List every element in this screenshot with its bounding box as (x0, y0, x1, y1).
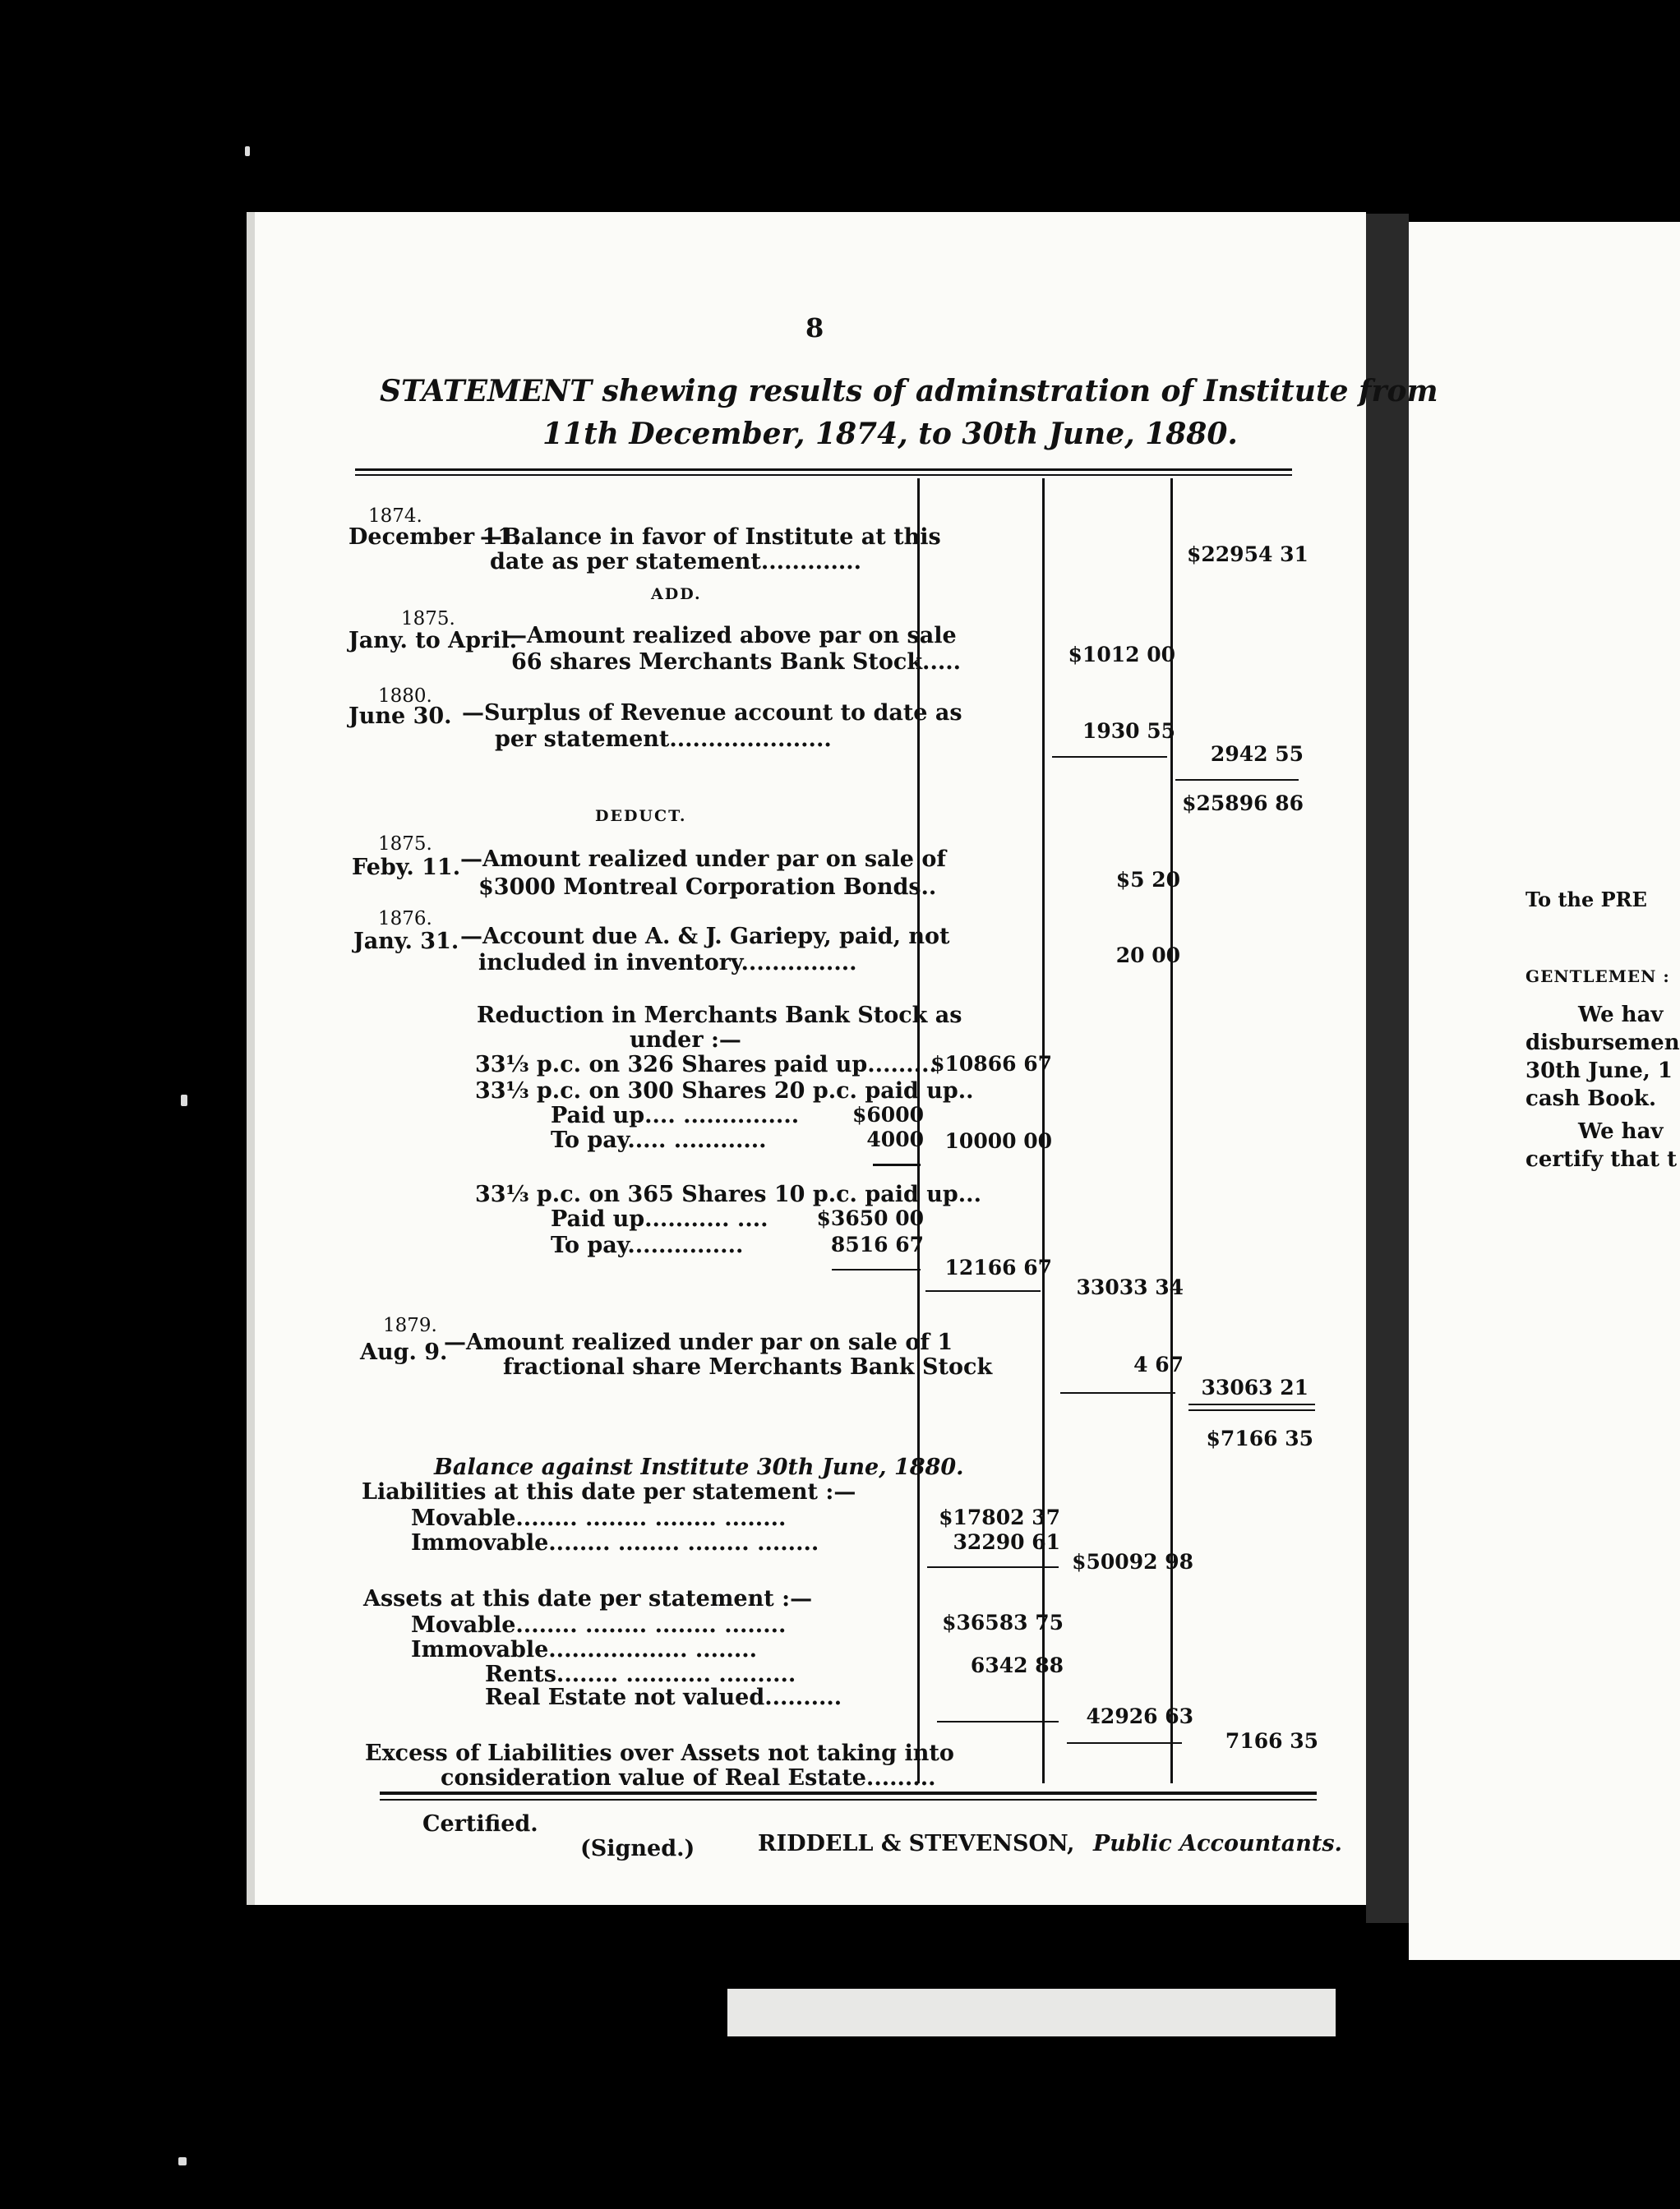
facing-line: cash Book. (1525, 1086, 1656, 1111)
amount: $6000 (852, 1103, 924, 1127)
amount: 4000 (866, 1128, 924, 1151)
sum-rule (1060, 1392, 1175, 1394)
reduction-line: 33⅓ p.c. on 300 Shares 20 p.c. paid up.. (475, 1078, 974, 1104)
entry-date: Jany. 31. (353, 929, 459, 954)
amount: $1012 00 (1068, 643, 1175, 666)
scan-speck (181, 1095, 187, 1106)
sum-rule (1188, 1409, 1315, 1411)
reduction-line: 33⅓ p.c. on 326 Shares paid up......... (475, 1052, 937, 1077)
entry-year: 1875. (401, 608, 455, 629)
amount: $3650 00 (816, 1206, 924, 1230)
sum-rule (1175, 779, 1299, 781)
amount: $36583 75 (942, 1611, 1064, 1635)
firm-name: RIDDELL & STEVENSON, (758, 1831, 1075, 1856)
entry-text: fractional share Merchants Bank Stock (503, 1354, 993, 1380)
amount: $5 20 (1115, 868, 1180, 892)
statement-title: STATEMENT shewing results of adminstration of Institute from (380, 374, 1438, 408)
assets-heading: Assets at this date per statement :— (363, 1586, 813, 1612)
excess-line: Excess of Liabilities over Assets not taking into (365, 1741, 954, 1766)
entry-text: 66 shares Merchants Bank Stock..... (511, 649, 962, 675)
entry-date: Aug. 9. (360, 1340, 448, 1365)
page-edge (247, 212, 255, 1905)
certified-label: Certified. (422, 1811, 538, 1837)
entry-year: 1874. (368, 505, 422, 527)
asset-line: Immovable.................. ........ (411, 1637, 758, 1663)
entry-date: Jany. to April. (348, 628, 518, 653)
entry-text: —Balance in favor of Institute at this (480, 524, 941, 550)
amount: $10866 67 (930, 1052, 1052, 1076)
entry-date: December 11. (348, 524, 521, 550)
entry-text: date as per statement............. (490, 549, 862, 574)
signed-label: (Signed.) (580, 1836, 695, 1861)
entry-year: 1875. (378, 833, 432, 855)
scan-speck (245, 146, 250, 156)
facing-line: certify that t (1525, 1147, 1678, 1172)
asset-line: Rents........ ........... .......... (485, 1662, 796, 1687)
liability-line: Movable........ ........ ........ ........ (411, 1506, 787, 1531)
amount: $50092 98 (1072, 1550, 1193, 1574)
underlying-page-strip (727, 1989, 1336, 2036)
footer-rule (380, 1799, 1317, 1801)
balance-heading: Balance against Institute 30th June, 1880. (434, 1455, 964, 1480)
entry-date: June 30. (348, 703, 452, 729)
statement-subtitle: 11th December, 1874, to 30th June, 1880. (542, 417, 1238, 451)
book-spine (1366, 214, 1409, 1923)
amount: 4 67 (1133, 1353, 1184, 1377)
amount: 1930 55 (1082, 719, 1175, 743)
entry-text: —Amount realized under par on sale of 1 (444, 1330, 953, 1355)
facing-salutation: GENTLEMEN : (1525, 966, 1670, 986)
entry-text: $3000 Montreal Corporation Bonds.. (478, 874, 937, 900)
entry-year: 1880. (378, 685, 432, 707)
deduct-label: DEDUCT. (595, 807, 687, 825)
liability-line: Immovable........ ........ ........ ........ (411, 1530, 819, 1556)
amount: 33063 21 (1201, 1376, 1308, 1400)
facing-line: 30th June, 1 (1525, 1058, 1673, 1083)
sum-rule (937, 1721, 1059, 1722)
facing-line: We hav (1578, 1119, 1664, 1144)
amount: 42926 63 (1086, 1704, 1193, 1728)
sum-rule (832, 1269, 921, 1271)
entry-text: —Account due A. & J. Gariepy, paid, not (460, 924, 950, 949)
entry-text: —Amount realized above par on sale (505, 623, 957, 648)
facing-page (1409, 222, 1680, 1960)
excess-line: consideration value of Real Estate......... (441, 1765, 936, 1791)
amount: 6342 88 (970, 1653, 1064, 1677)
amount: 12166 67 (944, 1256, 1052, 1280)
sum-rule (1188, 1404, 1315, 1405)
amount: $17802 37 (939, 1506, 1060, 1529)
sum-rule (1067, 1742, 1182, 1744)
reduction-subline: To pay..... ............ (551, 1128, 767, 1153)
total-amount: $25896 86 (1182, 791, 1304, 815)
column-divider (1170, 478, 1173, 1783)
entry-text: —Surplus of Revenue account to date as (462, 700, 962, 726)
balance-amount: $22954 31 (1187, 542, 1308, 566)
add-label: ADD. (651, 585, 702, 603)
facing-line: disbursemen (1525, 1031, 1680, 1055)
header-rule (355, 468, 1292, 471)
sum-rule (1052, 756, 1167, 758)
reduction-subline: Paid up.... ............... (551, 1103, 800, 1128)
balance-amount: $7166 35 (1206, 1427, 1313, 1450)
amount: 2942 55 (1210, 742, 1304, 766)
reduction-line: 33⅓ p.c. on 365 Shares 10 p.c. paid up... (475, 1182, 981, 1207)
reduction-subline: Paid up........... .... (551, 1206, 768, 1232)
entry-text: per statement..................... (495, 726, 832, 752)
entry-text: included in inventory............... (478, 950, 857, 975)
sum-rule (927, 1566, 1059, 1568)
facing-line: We hav (1578, 1003, 1664, 1027)
entry-year: 1879. (383, 1315, 437, 1336)
asset-line: Movable........ ........ ........ ........ (411, 1612, 787, 1638)
entry-year: 1876. (378, 908, 432, 929)
footer-rule (380, 1792, 1317, 1795)
balance-amount: 7166 35 (1225, 1729, 1318, 1753)
entry-text: —Amount realized under par on sale of (460, 846, 946, 872)
reduction-heading: under :— (630, 1027, 741, 1053)
amount: 32290 61 (953, 1530, 1060, 1554)
amount: 10000 00 (944, 1129, 1052, 1153)
amount: 8516 67 (830, 1233, 924, 1257)
reduction-subline: To pay............... (551, 1233, 744, 1258)
entry-date: Feby. 11. (352, 855, 461, 880)
sum-rule (925, 1290, 1041, 1292)
amount: 20 00 (1115, 943, 1180, 967)
facing-addressee: To the PRE (1525, 888, 1647, 911)
header-rule (355, 474, 1292, 476)
firm-role: Public Accountants. (1093, 1831, 1342, 1856)
scan-speck (178, 2157, 187, 2165)
amount: 33033 34 (1076, 1275, 1184, 1299)
page-number: 8 (805, 312, 824, 344)
sum-rule (873, 1164, 921, 1166)
reduction-heading: Reduction in Merchants Bank Stock as (477, 1003, 962, 1028)
liabilities-heading: Liabilities at this date per statement :— (362, 1479, 856, 1505)
asset-line: Real Estate not valued.......... (485, 1685, 842, 1710)
